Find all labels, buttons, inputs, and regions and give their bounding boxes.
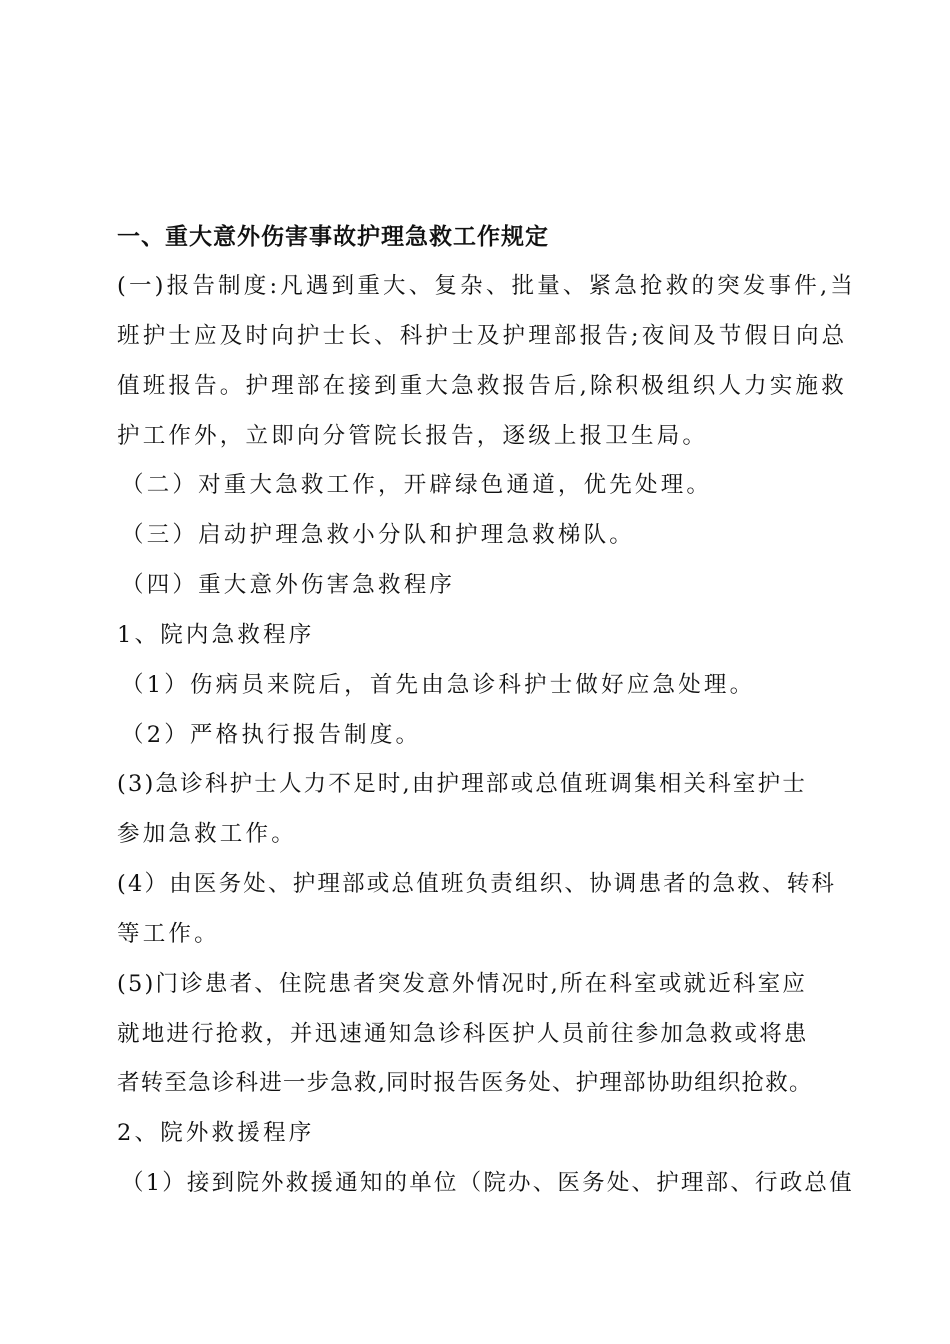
section-heading: 一、重大意外伤害事故护理急救工作规定 (117, 224, 549, 250)
paragraph-line: （二）对重大急救工作，开辟绿色通道，优先处理。 (121, 472, 713, 498)
paragraph-line: （1）接到院外救援通知的单位（院办、医务处、护理部、行政总值 (121, 1170, 854, 1196)
paragraph-line: （四）重大意外伤害急救程序 (121, 572, 456, 598)
paragraph-line: 1、院内急救程序 (117, 622, 315, 648)
paragraph-line: （三）启动护理急救小分队和护理急救梯队。 (121, 522, 636, 548)
paragraph-line: (4）由医务处、护理部或总值班负责组织、协调患者的急救、转科 (117, 871, 837, 897)
paragraph-line: 等工作。 (117, 921, 220, 947)
paragraph-line: (3)急诊科护士人力不足时,由护理部或总值班调集相关科室护士 (117, 771, 808, 797)
paragraph-line: (一)报告制度:凡遇到重大、复杂、批量、紧急抢救的突发事件,当 (117, 273, 856, 299)
paragraph-line: 值班报告。护理部在接到重大急救报告后,除积极组织人力实施救 (117, 373, 847, 399)
paragraph-line: (5)门诊患者、住院患者突发意外情况时,所在科室或就近科室应 (117, 971, 808, 997)
paragraph-line: 者转至急诊科进一步急救,同时报告医务处、护理部协助组织抢救。 (117, 1070, 813, 1096)
paragraph-line: （1）伤病员来院后，首先由急诊科护士做好应急处理。 (121, 672, 756, 698)
paragraph-line: （2）严格执行报告制度。 (121, 722, 422, 748)
paragraph-line: 护工作外，立即向分管院长报告，逐级上报卫生局。 (117, 423, 709, 449)
paragraph-line: 就地进行抢救，并迅速通知急诊科医护人员前往参加急救或将患 (117, 1021, 809, 1047)
paragraph-line: 参加急救工作。 (117, 821, 297, 847)
paragraph-line: 2、院外救援程序 (117, 1120, 315, 1146)
paragraph-line: 班护士应及时向护士长、科护士及护理部报告;夜间及节假日向总 (117, 323, 848, 349)
